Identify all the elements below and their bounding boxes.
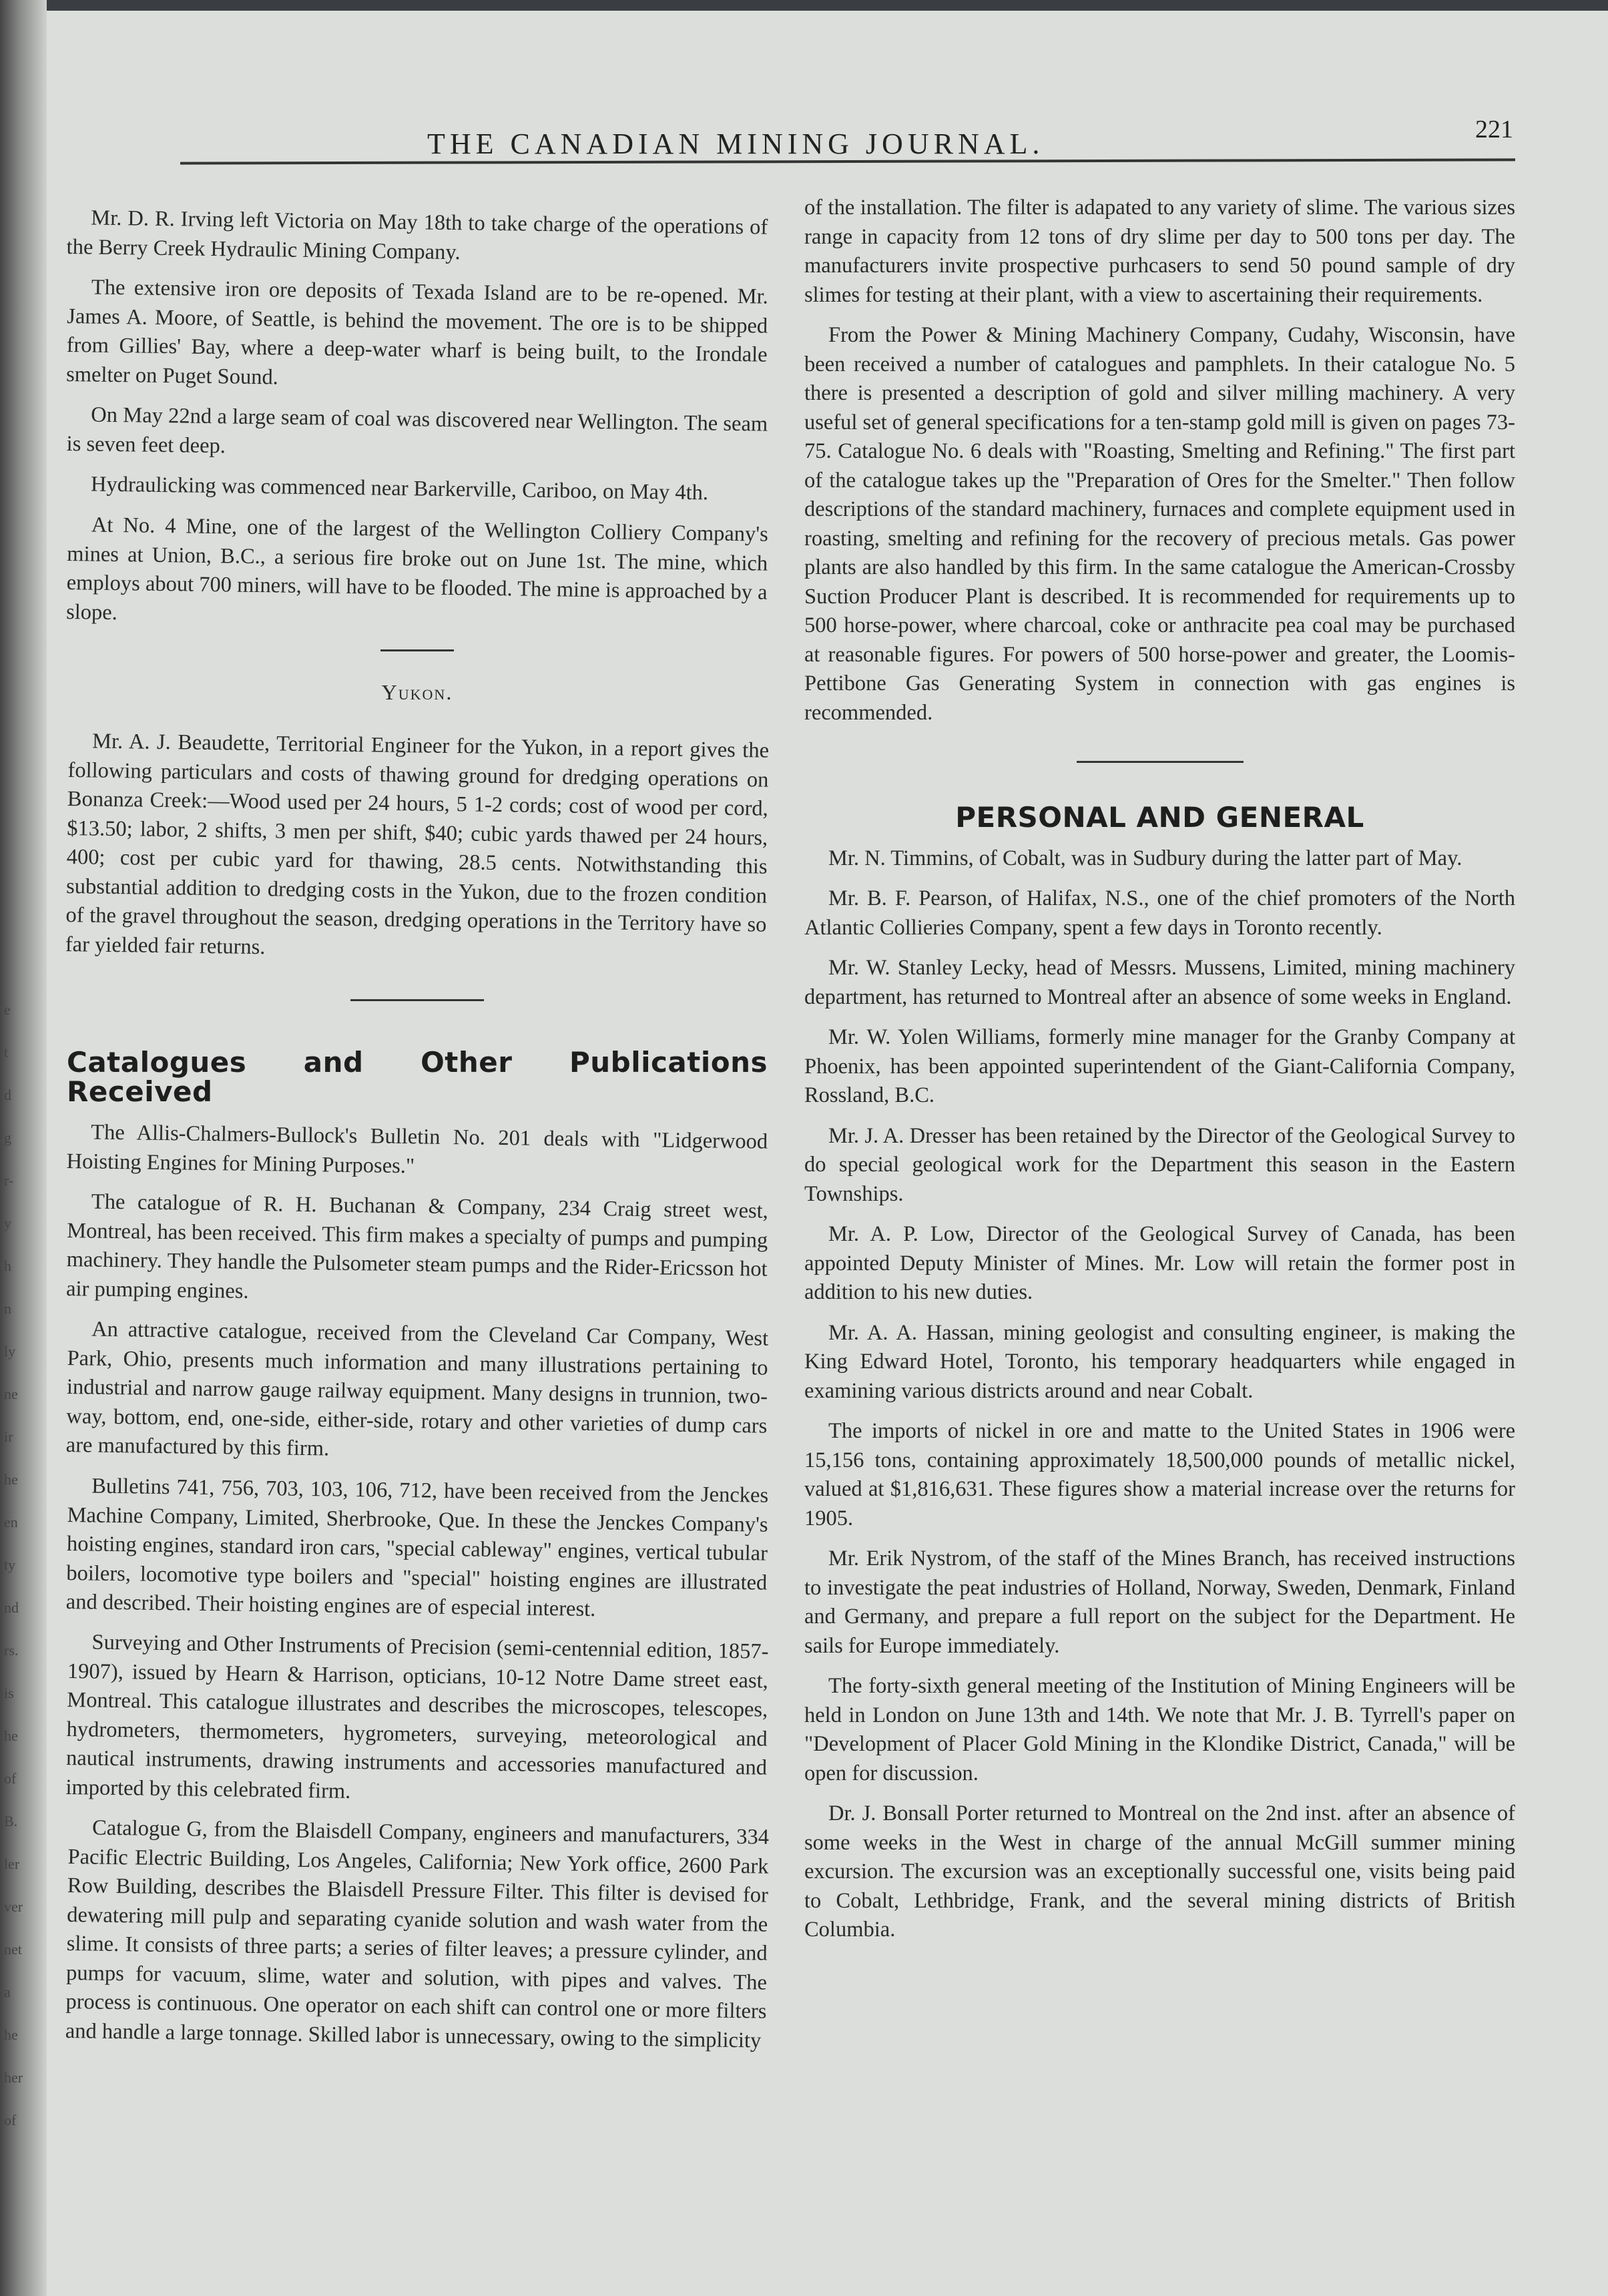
catalogue-paragraph: Catalogue G, from the Blaisdell Company, engineers and manufacturers, 334 Pacific Electric Building, Los Angeles, California; New York office, 2600 Park Row Building, describes the Blaisdell Pressure Filter. This filter is devised for dewatering mill pulp and separating cyanide solution and wash water from the slime. It consists of three parts; a series of filter leaves; a pressure cylinder, and pumps for vacuum, slime, water and solution, with pipes and valves. The process is continuous. One operator on each shift can control one or more filters and handle a large tonnage. Skilled labor is unnecessary, owing to the simplicity xyxy=(65,1815,770,2053)
margin-fragment: ne xyxy=(4,1386,18,1402)
running-head: THE CANADIAN MINING JOURNAL. xyxy=(427,127,1045,160)
continuation-paragraph: of the installation. The filter is adapated to any variety of slime. The various sizes range in capacity from 12 tons of dry slime per day to 500 tons per day. The manufacturers invite prospective purhcasers to send 50 pound sample of dry slimes for testing at their plant, with a view to ascertaining their requirements. xyxy=(804,196,1515,307)
personal-paragraph: The forty-sixth general meeting of the Institution of Mining Engineers will be held in London on June 13th and 14th. We note that Mr. J. B. Tyrrell's paper on "Development of Placer Gold Mining in the Klondike District, Canada," will be open for discussion. xyxy=(804,1674,1515,1785)
margin-fragment: y xyxy=(4,1215,11,1231)
personal-paragraph: The imports of nickel in ore and matte to the United States in 1906 were 15,156 tons, containing approximately 18,500,000 pounds of metallic nickel, valued at $1,816,631. These figures show a material increase over the returns for 1905. xyxy=(804,1419,1515,1530)
margin-fragment: t xyxy=(4,1044,9,1061)
margin-fragment: en xyxy=(4,1514,18,1530)
margin-fragment: ver xyxy=(4,1898,23,1915)
margin-fragment: nd xyxy=(4,1599,19,1616)
personal-paragraph: Dr. J. Bonsall Porter returned to Montreal on the 2nd inst. after an absence of some weeks in the West in charge of the annual McGill summer mining excursion. The excursion was an exceptionally successful one, visits being paid to Cobalt, Lethbridge, Frank, and the several mining districts of British Columbia. xyxy=(804,1801,1515,1942)
catalogue-paragraph: The catalogue of R. H. Buchanan & Company, 234 Craig street west, Montreal, has been received. This firm makes a specialty of pumps and pumping machinery. They handle the Pulsometer steam pumps and the Rider-Ericsson hot air pumping engines. xyxy=(65,1189,769,1304)
margin-fragment: he xyxy=(4,2026,18,2043)
adjacent-page-fragments xyxy=(4,1001,31,2203)
margin-fragment: her xyxy=(4,2069,23,2086)
catalogue-paragraph: From the Power & Mining Machinery Company, Cudahy, Wisconsin, have been received a number of catalogues and pamphlets. In their catalogue No. 5 there is presented a description of gold and silver milling machinery. A very useful set of general specifications for a ten-stamp gold mill is given on pages 73-75. Catalogue No. 6 deals with "Roasting, Smelting and Refining." The first part of the catalogue takes up the "Preparation of Ores for the Smelter." Then follow descriptions of the standard machinery, furnaces and complete equipment used in roasting, smelting and refining for the recovery of precious metals. Gas power plants are also handled by this firm. In the same catalogue the American-Crossby Suction Producer Plant is described. It is recommended for requirements up to 500 horse-power, where charcoal, coke or anthracite pea coal may be purchased at reasonable figures. For powers of 500 horse-power and greater, the Loomis-Pettibone Gas Generating System in connection with gas engines is recommended. xyxy=(804,323,1515,725)
margin-fragment: of xyxy=(4,2112,17,2128)
catalogue-paragraph: An attractive catalogue, received from the Cleveland Car Company, West Park, Ohio, presents much information and many illustrations pertaining to industrial and narrow gauge railway equipment. Many designs in trunnion, two-way, bottom, end, one-side, either-side, rotary and other varieties of dump cars are manufactured by this firm. xyxy=(65,1317,769,1461)
margin-fragment: e xyxy=(4,1001,11,1018)
margin-fragment: ly xyxy=(4,1343,16,1360)
news-paragraph: Mr. D. R. Irving left Victoria on May 18th to take charge of the operations of the Berry Creek Hydraulic Mining Company. xyxy=(66,206,768,264)
margin-fragment: he xyxy=(4,1471,18,1488)
personal-paragraph: Mr. N. Timmins, of Cobalt, was in Sudbury during the latter part of May. xyxy=(828,846,1462,870)
news-paragraph: Hydraulicking was commenced near Barkerville, Cariboo, on May 4th. xyxy=(90,472,709,505)
margin-fragment: ir xyxy=(4,1428,13,1445)
page-number: 221 xyxy=(1475,115,1513,144)
margin-fragment: h xyxy=(4,1257,11,1274)
margin-fragment: d xyxy=(4,1087,11,1103)
catalogue-paragraph: The Allis-Chalmers-Bullock's Bulletin No. 201 deals with "Lidgerwood Hoisting Engines for Mining Purposes." xyxy=(66,1120,768,1178)
margin-fragment: rs. xyxy=(4,1642,19,1659)
margin-fragment: a xyxy=(4,1984,11,2000)
catalogue-paragraph: Bulletins 741, 756, 703, 103, 106, 712, have been received from the Jenckes Machine Company, Limited, Sherbrooke, Que. In these the Jenckes Company's hoisting engines, standard iron cars, "special cableway" engines, vertical tubular boilers, locomotive type boilers and "special" hoisting engines are illustrated and described. Their hoisting engines are of especial interest. xyxy=(65,1474,769,1621)
personal-paragraph: Mr. J. A. Dresser has been retained by the Director of the Geological Survey to do special geological work for the Department this season in the Eastern Townships. xyxy=(804,1123,1515,1206)
personal-paragraph: Mr. B. F. Pearson, of Halifax, N.S., one of the chief promoters of the North Atlantic Collieries Company, spent a few days in Toronto recently. xyxy=(804,886,1515,940)
section-divider xyxy=(380,649,454,651)
margin-fragment: ty xyxy=(4,1556,16,1573)
catalogue-paragraph: Surveying and Other Instruments of Precision (semi-centennial edition, 1857-1907), issued by Hearn & Harrison, opticians, 10-12 Notre Dame street east, Montreal. This catalogue illustrates and describes the microscopes, telescopes, hydrometers, thermometers, hygrometers, surveying, meteorological and nautical instruments, drawing instruments and accessories manufactured and imported by this celebrated firm. xyxy=(65,1630,769,1803)
yukon-heading: Yukon. xyxy=(381,679,453,704)
section-divider xyxy=(1077,761,1244,763)
margin-fragment: he xyxy=(4,1727,18,1744)
section-divider xyxy=(350,999,484,1001)
personal-paragraph: Mr. Erik Nystrom, of the staff of the Mines Branch, has received instructions to investigate the peat industries of Holland, Norway, Sweden, Denmark, Finland and Germany, and prepare a full report on the subject for the Department. He sails for Europe immediately. xyxy=(804,1546,1515,1658)
personal-heading: PERSONAL AND GENERAL xyxy=(955,801,1364,834)
right-column xyxy=(804,194,1515,1956)
news-paragraph: The extensive iron ore deposits of Texada Island are to be re-opened. Mr. James A. Moore, of Seattle, is behind the movement. The ore is to be shipped from Gillies' Bay, where a deep-water wharf is being built, to the Irondale smelter on Puget Sound. xyxy=(65,275,769,389)
margin-fragment: ler xyxy=(4,1855,20,1872)
yukon-paragraph: Mr. A. J. Beaudette, Territorial Engineer for the Yukon, in a report gives the following particulars and costs of thawing ground for dredging operations on Bonanza Creek:—Wood used per 24 hours, 5 1-2 cords; cost of wood per cord, $13.50; labor, 2 shifts, 3 men per shift, $40; cubic yards thawed per 24 hours, 400; cost per cubic yard for thawing, 28.5 cents. Notwithstanding this substantial addition to dredging costs in the Yukon, due to the frozen condition of the gravel throughout the season, dredging operations in the Territory have so far yielded fair returns. xyxy=(65,729,770,959)
news-paragraph: On May 22nd a large seam of coal was discovered near Wellington. The seam is seven feet deep. xyxy=(66,402,768,458)
margin-fragment: r- xyxy=(4,1172,14,1189)
margin-fragment: of xyxy=(4,1770,17,1787)
left-column xyxy=(67,204,768,2057)
margin-fragment: g xyxy=(4,1129,11,1146)
scan-top-edge xyxy=(0,0,1608,11)
margin-fragment: B. xyxy=(4,1813,18,1829)
personal-paragraph: Mr. W. Stanley Lecky, head of Messrs. Mussens, Limited, mining machinery department, has returned to Montreal after an absence of some weeks in England. xyxy=(804,956,1515,1009)
personal-paragraph: Mr. A. P. Low, Director of the Geological Survey of Canada, has been appointed Deputy Minister of Mines. Mr. Low will retain the former post in addition to his new duties. xyxy=(804,1222,1515,1304)
margin-fragment: is xyxy=(4,1685,14,1701)
personal-paragraph: Mr. A. A. Hassan, mining geologist and consulting engineer, is making the King Edward Hotel, Toronto, his temporary headquarters while engaged in examining various districts around and near Cobalt. xyxy=(804,1320,1515,1403)
margin-fragment: net xyxy=(4,1941,22,1958)
news-paragraph: At No. 4 Mine, one of the largest of the Wellington Colliery Company's mines at Union, B.C., a serious fire broke out on June 1st. The mine, which employs about 700 miners, will have to be flooded. The mine is approached by a slope. xyxy=(65,513,769,625)
margin-fragment: n xyxy=(4,1300,11,1317)
personal-paragraph: Mr. W. Yolen Williams, formerly mine manager for the Granby Company at Phoenix, has been appointed superintendent of the Giant-California Company, Rossland, B.C. xyxy=(804,1025,1515,1107)
catalogues-heading: Catalogues and Other Publications Received xyxy=(67,1046,768,1108)
